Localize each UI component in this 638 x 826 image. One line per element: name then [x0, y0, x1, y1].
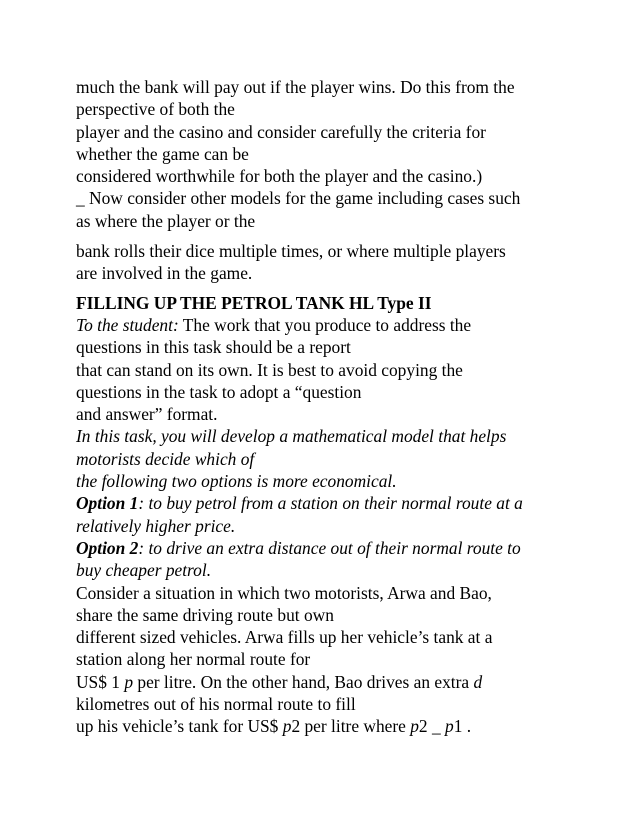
- text-line: questions in the task to adopt a “question: [76, 381, 362, 402]
- option-1: [76, 492, 576, 537]
- option-1-text: : to buy petrol from a station on their normal route at a: [138, 493, 523, 514]
- text-line: [76, 715, 576, 737]
- text-line: kilometres out of his normal route to fill: [76, 694, 356, 715]
- text-span: US$ 1: [76, 671, 125, 692]
- text-span: up his vehicle’s tank for US$: [76, 716, 283, 737]
- variable-p: p: [445, 716, 454, 737]
- text-line: and answer” format.: [76, 404, 218, 425]
- text-line: In this task, you will develop a mathematical model that helps: [76, 426, 507, 447]
- text-line: [76, 671, 576, 693]
- text-line: relatively higher price.: [76, 515, 236, 536]
- text-line: [76, 314, 576, 336]
- text-line: _ Now consider other models for the game including cases such: [76, 188, 521, 209]
- to-student-label: To the student:: [76, 314, 179, 335]
- text-line: perspective of both the: [76, 99, 235, 120]
- text-span: 1 .: [453, 716, 472, 737]
- option-1-label: Option 1: [76, 493, 139, 514]
- text-line: much the bank will pay out if the player wins. Do this from the: [76, 77, 515, 97]
- paragraph-to-the-student: [76, 314, 576, 425]
- text-line: are involved in the game.: [76, 263, 253, 284]
- option-2-text: : to drive an extra distance out of their normal route to: [138, 537, 521, 558]
- variable-p: p: [124, 671, 134, 692]
- variable-p: p: [282, 716, 292, 737]
- text-line: [76, 537, 576, 559]
- text-line: bank rolls their dice multiple times, or where multiple players: [76, 241, 506, 262]
- text-span: per litre. On the other hand, Bao drives an extra: [133, 671, 474, 692]
- variable-p: p: [410, 716, 419, 737]
- text-line: [76, 492, 576, 514]
- text-line: that can stand on its own. It is best to avoid copying the: [76, 359, 463, 380]
- spacer: [76, 285, 576, 292]
- text-line: motorists decide which of: [76, 448, 255, 469]
- text-line: different sized vehicles. Arwa fills up her vehicle’s tank at a: [76, 627, 493, 648]
- paragraph-bank-rolls: [76, 240, 576, 285]
- spacer: [76, 232, 576, 240]
- paragraph-task-description: [76, 425, 576, 492]
- text-line: the following two options is more economical.: [76, 471, 397, 492]
- text-line: player and the casino and consider carefully the criteria for: [76, 121, 486, 142]
- text-line: considered worthwhile for both the player and the casino.): [76, 166, 483, 187]
- variable-d: d: [473, 671, 483, 692]
- option-2-label: Option 2: [76, 537, 139, 558]
- text-line: share the same driving route but own: [76, 604, 334, 625]
- paragraph-game-models: [76, 76, 576, 232]
- option-2: [76, 537, 576, 582]
- text-span: 2 per litre where: [291, 716, 411, 737]
- text-span: The work that you produce to address the: [178, 314, 472, 335]
- text-line: Consider a situation in which two motorists, Arwa and Bao,: [76, 582, 492, 603]
- document-page: [76, 76, 576, 738]
- text-line: as where the player or the: [76, 210, 256, 231]
- text-span: 2 _: [418, 716, 446, 737]
- text-line: questions in this task should be a report: [76, 337, 351, 358]
- text-line: buy cheaper petrol.: [76, 560, 212, 581]
- section-heading: FILLING UP THE PETROL TANK HL Type II: [76, 292, 432, 313]
- text-line: station along her normal route for: [76, 649, 311, 670]
- text-line: whether the game can be: [76, 143, 249, 164]
- paragraph-scenario: [76, 582, 576, 738]
